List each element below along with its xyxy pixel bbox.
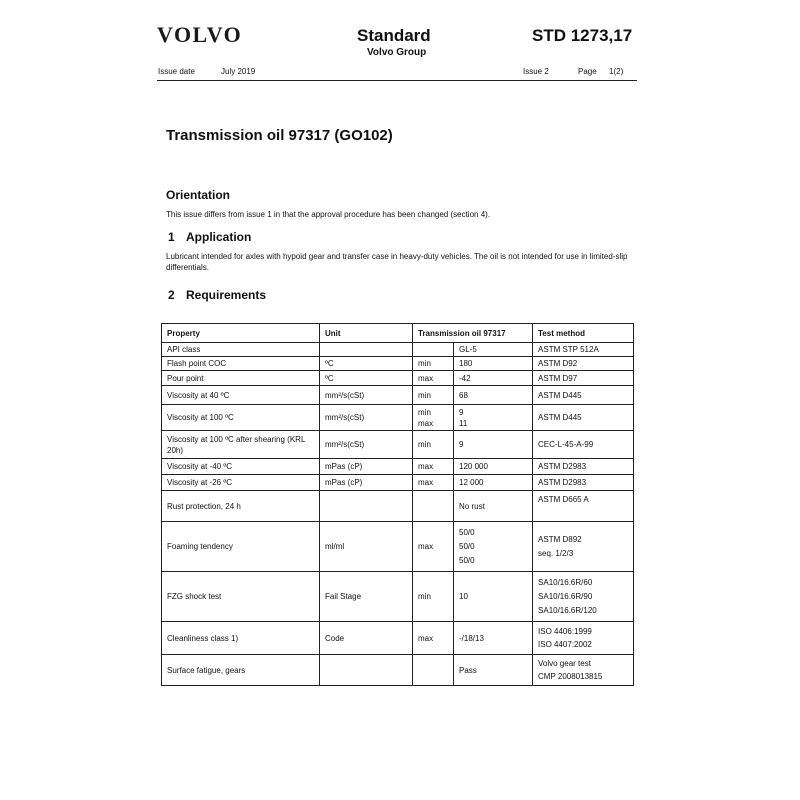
- orientation-text: This issue differs from issue 1 in that the approval procedure has been changed (section 4).: [166, 210, 491, 219]
- value-cell: 12 000: [454, 475, 533, 491]
- limit-cell: max: [413, 522, 454, 572]
- method-cell: ASTM D2983: [533, 459, 634, 475]
- standard-label: Standard: [357, 26, 431, 45]
- method-line: CMP 2008013815: [538, 672, 603, 681]
- table-row: [162, 343, 634, 357]
- column-header-test-method: Test method: [533, 324, 634, 343]
- requirements-table: [161, 323, 634, 686]
- table-header-row: [162, 324, 634, 343]
- method-cell: ASTM D2983: [533, 475, 634, 491]
- unit-cell: [320, 343, 413, 357]
- method-cell: [533, 655, 634, 686]
- standard-number: STD 1273,17: [532, 26, 633, 45]
- method-cell: [533, 572, 634, 622]
- method-line: Volvo gear test: [538, 659, 591, 668]
- method-line: SA10/16.6R/120: [538, 605, 597, 615]
- value-cell: [454, 405, 533, 431]
- limit-cell: min: [413, 357, 454, 371]
- property-cell: Foaming tendency: [162, 522, 320, 572]
- property-cell: Viscosity at 40 ºC: [162, 386, 320, 405]
- unit-cell: Fail Stage: [320, 572, 413, 622]
- unit-cell: ºC: [320, 371, 413, 386]
- foam-value-seq1: 50/0: [459, 527, 475, 537]
- method-cell: [533, 522, 634, 572]
- method-line: ISO 4406:1999: [538, 627, 592, 636]
- document-title: Transmission oil 97317 (GO102): [166, 127, 393, 144]
- limit-cell: max: [413, 475, 454, 491]
- limit-cell: min: [413, 431, 454, 459]
- limit-cell: min: [413, 386, 454, 405]
- table-row: [162, 431, 634, 459]
- table-row: [162, 386, 634, 405]
- table-row: [162, 491, 634, 522]
- issue-date-label: Issue date: [158, 67, 195, 76]
- limit-cell: max: [413, 459, 454, 475]
- table-row: [162, 475, 634, 491]
- property-cell: Viscosity at -26 ºC: [162, 475, 320, 491]
- property-cell: Surface fatigue, gears: [162, 655, 320, 686]
- value-min: 9: [459, 407, 464, 417]
- orientation-heading: Orientation: [166, 188, 231, 202]
- value-cell: [454, 522, 533, 572]
- property-cell: FZG shock test: [162, 572, 320, 622]
- table-row: [162, 622, 634, 655]
- method-cell: ASTM D92: [533, 357, 634, 371]
- method-cell: CEC-L-45-A-99: [533, 431, 634, 459]
- foam-value-seq2: 50/0: [459, 541, 475, 551]
- property-cell: Pour point: [162, 371, 320, 386]
- limit-cell: max: [413, 371, 454, 386]
- column-header-unit: Unit: [320, 324, 413, 343]
- limit-cell: [413, 343, 454, 357]
- page-label: Page: [578, 67, 597, 76]
- property-cell: Flash point COC: [162, 357, 320, 371]
- method-line: SA10/16.6R/60: [538, 577, 593, 587]
- limit-cell: [413, 405, 454, 431]
- table-row: [162, 572, 634, 622]
- property-cell: Viscosity at 100 ºC after shearing (KRL 20h): [162, 431, 320, 459]
- value-cell: 10: [454, 572, 533, 622]
- method-line: SA10/16.6R/90: [538, 591, 593, 601]
- limit-cell: [413, 491, 454, 522]
- volvo-logo: VOLVO: [157, 22, 243, 47]
- column-header-transmission-oil: Transmission oil 97317: [413, 324, 533, 343]
- value-cell: -/18/13: [454, 622, 533, 655]
- limit-cell: [413, 655, 454, 686]
- method-cell: [533, 622, 634, 655]
- value-cell: GL-5: [454, 343, 533, 357]
- unit-cell: Code: [320, 622, 413, 655]
- unit-cell: [320, 491, 413, 522]
- limit-min: min: [418, 407, 431, 417]
- value-cell: 120 000: [454, 459, 533, 475]
- unit-cell: mm²/s(cSt): [320, 386, 413, 405]
- table-row: [162, 655, 634, 686]
- property-cell: Cleanliness class 1): [162, 622, 320, 655]
- unit-cell: ml/ml: [320, 522, 413, 572]
- value-cell: -42: [454, 371, 533, 386]
- value-cell: 68: [454, 386, 533, 405]
- unit-cell: [320, 655, 413, 686]
- header-divider: [157, 80, 637, 81]
- table-row: [162, 371, 634, 386]
- requirements-number: 2: [168, 288, 175, 302]
- property-cell: API class: [162, 343, 320, 357]
- table-row: [162, 405, 634, 431]
- unit-cell: ºC: [320, 357, 413, 371]
- method-cell: ASTM D445: [533, 386, 634, 405]
- value-cell: 9: [454, 431, 533, 459]
- application-number: 1: [168, 230, 175, 244]
- requirements-heading: Requirements: [186, 288, 267, 302]
- table-row: [162, 459, 634, 475]
- property-cell: Viscosity at 100 ºC: [162, 405, 320, 431]
- limit-cell: min: [413, 572, 454, 622]
- page-number: 1(2): [609, 67, 624, 76]
- method-cell: ASTM D665 A: [533, 491, 634, 522]
- method-cell: ASTM D445: [533, 405, 634, 431]
- table-row: [162, 357, 634, 371]
- limit-max: max: [418, 418, 434, 428]
- value-cell: No rust: [454, 491, 533, 522]
- method-line: seq. 1/2/3: [538, 548, 574, 558]
- unit-cell: mm²/s(cSt): [320, 405, 413, 431]
- limit-cell: max: [413, 622, 454, 655]
- unit-cell: mm²/s(cSt): [320, 431, 413, 459]
- method-line: ISO 4407:2002: [538, 640, 592, 649]
- issue-number: Issue 2: [523, 67, 549, 76]
- value-cell: 180: [454, 357, 533, 371]
- foam-value-seq3: 50/0: [459, 555, 475, 565]
- method-line: ASTM D892: [538, 534, 582, 544]
- unit-cell: mPas (cP): [320, 459, 413, 475]
- property-cell: Viscosity at -40 ºC: [162, 459, 320, 475]
- property-cell: Rust protection, 24 h: [162, 491, 320, 522]
- method-cell: ASTM STP 512A: [533, 343, 634, 357]
- column-header-property: Property: [162, 324, 320, 343]
- issue-date-value: July 2019: [221, 67, 256, 76]
- value-cell: Pass: [454, 655, 533, 686]
- method-cell: ASTM D97: [533, 371, 634, 386]
- volvo-group-label: Volvo Group: [367, 47, 427, 58]
- application-heading: Application: [186, 230, 252, 244]
- application-text: Lubricant intended for axles with hypoid gear and transfer case in heavy-duty vehicles. The oil is not intended for use in limited-slip differentials.: [166, 252, 628, 272]
- value-max: 11: [459, 418, 468, 428]
- table-row: [162, 522, 634, 572]
- unit-cell: mPas (cP): [320, 475, 413, 491]
